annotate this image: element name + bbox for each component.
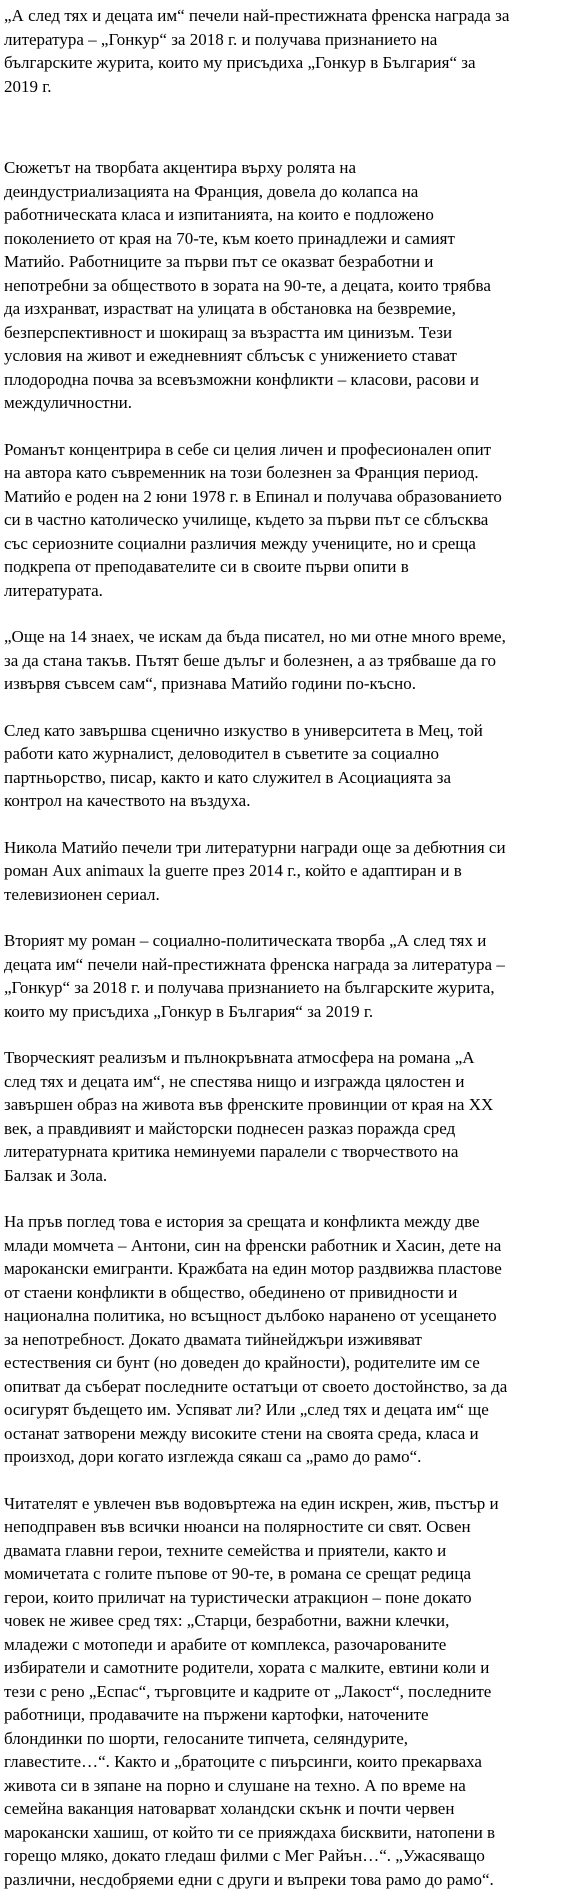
story-summary-paragraph: На пръв поглед това е история за срещата и конфликта между две млади момчета – Антони, син на френски работник и Хасин, дете на марокански емигранти. Кражбата на един мотор раздвижва пластове от стаени конфликти в общество, обединено от привидности и национална политика, но всъщност дълбоко наранено от усещането за непотребност. Докато двамата тийнейджъри изживяват естествения си бунт (но доведен до крайности), родителите им се опитват да съберат последните остатъци от своето достойнство, за да осигурят бъдещето им. Успяват ли? Или „след тях и децата им“ ще останат затворени между високите стени на своята среда, класа и произход, дори когато изглежда сякаш са „рамо до рамо“. xyxy=(4,1210,580,1469)
second-novel-paragraph: Вторият му роман – социално-политическата творба „А след тях и децата им“ печели най-престижната френска награда за литература – „Гонкур“ за 2018 г. и получава признанието на българските журита, които му присъдиха „Гонкур в България“ за 2019 г. xyxy=(4,929,580,1023)
career-paragraph: След като завършва сценично изкуство в университета в Мец, той работи като журналист, деловодител в съветите за социално партньорство, писар, както и като служител в Асоциацията за контрол на качеството на въздуха. xyxy=(4,719,580,813)
intro-paragraph: „А след тях и децата им“ печели най-престижната френска награда за литература – „Гонкур“ за 2018 г. и получава признанието на българските журита, които му присъдиха „Гонкур в България“ за 2019 г. xyxy=(4,4,580,98)
author-background-paragraph: Романът концентрира в себе си целия личен и професионален опит на автора като съвременник на този болезнен за Франция период. Матийо е роден на 2 юни 1978 г. в Епинал и получава образованието си в частно католическо училище, където за първи път се сблъсква със сериозните социални различия между учениците, но и среща подкрепа от преподавателите си в своите първи опити в литературата. xyxy=(4,438,580,603)
author-quote-paragraph: „Още на 14 знаех, че искам да бъда писател, но ми отне много време, за да стана такъв. Пътят беше дълъг и болезнен, а аз трябваше да го извървя съвсем сам“, признава Матийо години по-късно. xyxy=(4,625,580,696)
reader-experience-paragraph: Читателят е увлечен във водовъртежа на един искрен, жив, пъстър и неподправен във всички нюанси на полярностите си свят. Освен двамата главни герои, техните семейства и приятели, както и момичетата с голите пъпове от 90-те, в романа се срещат редица герои, които приличат на туристически атракцион – поне докато човек не живее сред тях: „Старци, безработни, важни клечки, младежи с мотопеди и арабите от комплекса, разочарованите избиратели и самотните родители, хората с малките, евтини коли и тези с рено „Еспас“, търговците и кадрите от „Лакост“, последните работници, продавачите на пържени картофки, наточените блондинки по шорти, гелосаните типчета, селяндурите, главестите…“. Както и „братоците с пиърсинги, които прекарваха живота си в зяпане на порно и слушане на техно. А по време на семейна ваканция натоварват холандски скънк и почти червен марокански хашиш, от който ти се прияждаха бисквити, натопени в горещо мляко, докато гледаш филми с Мег Райън…“. „Ужасяващо различни, несдобряеми едни с други и въпреки това рамо до рамо“. xyxy=(4,1492,580,1891)
plot-paragraph: Сюжетът на творбата акцентира върху ролята на деиндустриализацията на Франция, довела до колапса на работническата класа и изпитанията, на които е подложено поколението от края на 70-те, към което принадлежи и самият Матийо. Работниците за първи път се оказват безработни и непотребни за обществото в зората на 90-те, а децата, които трябва да изхранват, израстват на улицата в обстановка на безвремие, безперспективност и шокиращ за възрастта им цинизъм. Тези условия на живот и ежедневният сблъсък с унижението стават плодородна почва за всевъзможни конфликти – класови, расови и междуличностни. xyxy=(4,156,580,415)
debut-novel-paragraph: Никола Матийо печели три литературни награди още за дебютния си роман Aux animaux la guerre през 2014 г., който е адаптиран и в телевизионен сериал. xyxy=(4,836,580,907)
realism-paragraph: Творческият реализъм и пълнокръвната атмосфера на романа „А след тях и децата им“, не спестява нищо и изгражда цялостен и завършен образ на живота във френските провинции от края на XX век, а правдивият и майсторски поднесен разказ поражда сред литературната критика неминуеми паралели с творчеството на Балзак и Зола. xyxy=(4,1046,580,1187)
